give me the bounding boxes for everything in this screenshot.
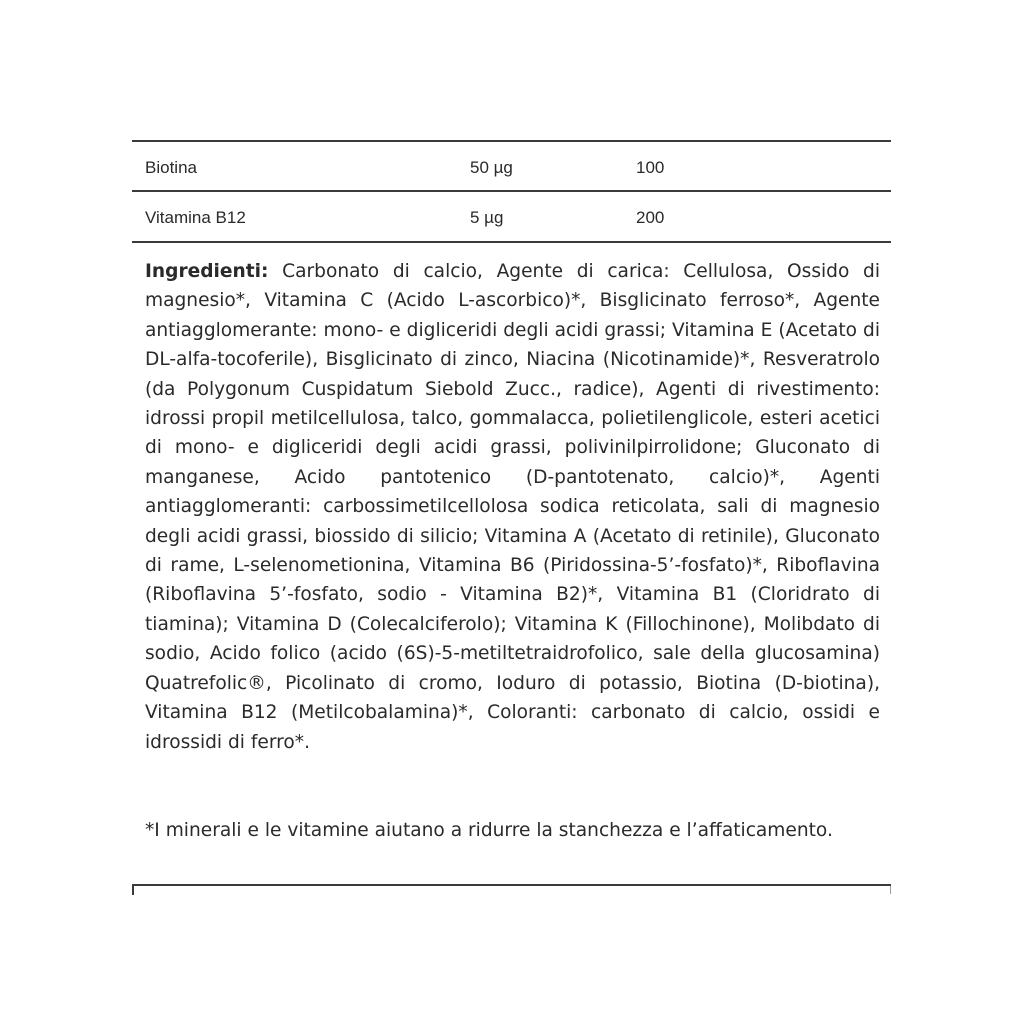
ingredients-label: Ingredienti: bbox=[145, 261, 269, 282]
nutrient-name: Biotina bbox=[145, 158, 197, 177]
ingredients-paragraph bbox=[145, 257, 880, 757]
bottom-right-tick bbox=[890, 886, 891, 894]
table-bottom-rule bbox=[132, 241, 891, 243]
nutrient-name: Vitamina B12 bbox=[145, 208, 246, 227]
bottom-left-tick bbox=[132, 884, 134, 895]
table-row bbox=[132, 142, 891, 192]
nutrient-percent: 200 bbox=[636, 208, 665, 227]
bottom-rule bbox=[132, 884, 891, 886]
ingredients-text: Carbonato di calcio, Agente di carica: Cellulosa, Ossido di magnesio*, Vitamina C (Acido L-ascorbico)*, Bisglicinato ferroso*, Agente antiagglomerante: mono- e digliceridi degli acidi grassi; Vitamina E (Acetato di DL-alfa-tocoferile), Bisglicinato di zinco, Niacina (Nicotinamide)*, Resveratrolo (da Polygonum Cuspidatum Siebold Zucc., radice), Agenti di rivestimento: idrossi propil metilcellulosa, talco, gommalacca, polietilenglicole, esteri acetici di mono- e digliceridi degli acidi grassi, polivinilpirrolidone; Gluconato di manganese, Acido pantotenico (D-pantotenato, calcio)*, Agenti antiagglomeranti: carbossimetilcellolosa sodica reticolata, sali di magnesio degli acidi grassi, biossido di silicio; Vitamina A (Acetato di retinile), Gluconato di rame, L-selenometionina, Vitamina B6 (Piridossina-5’-fosfato)*, Riboflavina (Riboflavina 5’-fosfato, sodio - Vitamina B2)*, Vitamina B1 (Cloridrato di tiamina); Vitamina D (Colecalciferolo); Vitamina K (Fillochinone), Molibdato di sodio, Acido folico (acido (6S)-5-metiltetraidrofolico, sale della glucosamina) Quatrefolic®, Picolinato di cromo, Ioduro di potassio, Biotina (D-biotina), Vitamina B12 (Metilcobalamina)*, Coloranti: carbonato di calcio, ossidi e idrossidi di ferro*. bbox=[145, 261, 880, 753]
table-row bbox=[132, 192, 891, 242]
nutrient-amount: 50 µg bbox=[470, 158, 513, 177]
footnote: *I minerali e le vitamine aiutano a ridurre la stanchezza e l’affaticamento. bbox=[145, 820, 833, 841]
nutrient-percent: 100 bbox=[636, 158, 665, 177]
nutrient-amount: 5 µg bbox=[470, 208, 504, 227]
